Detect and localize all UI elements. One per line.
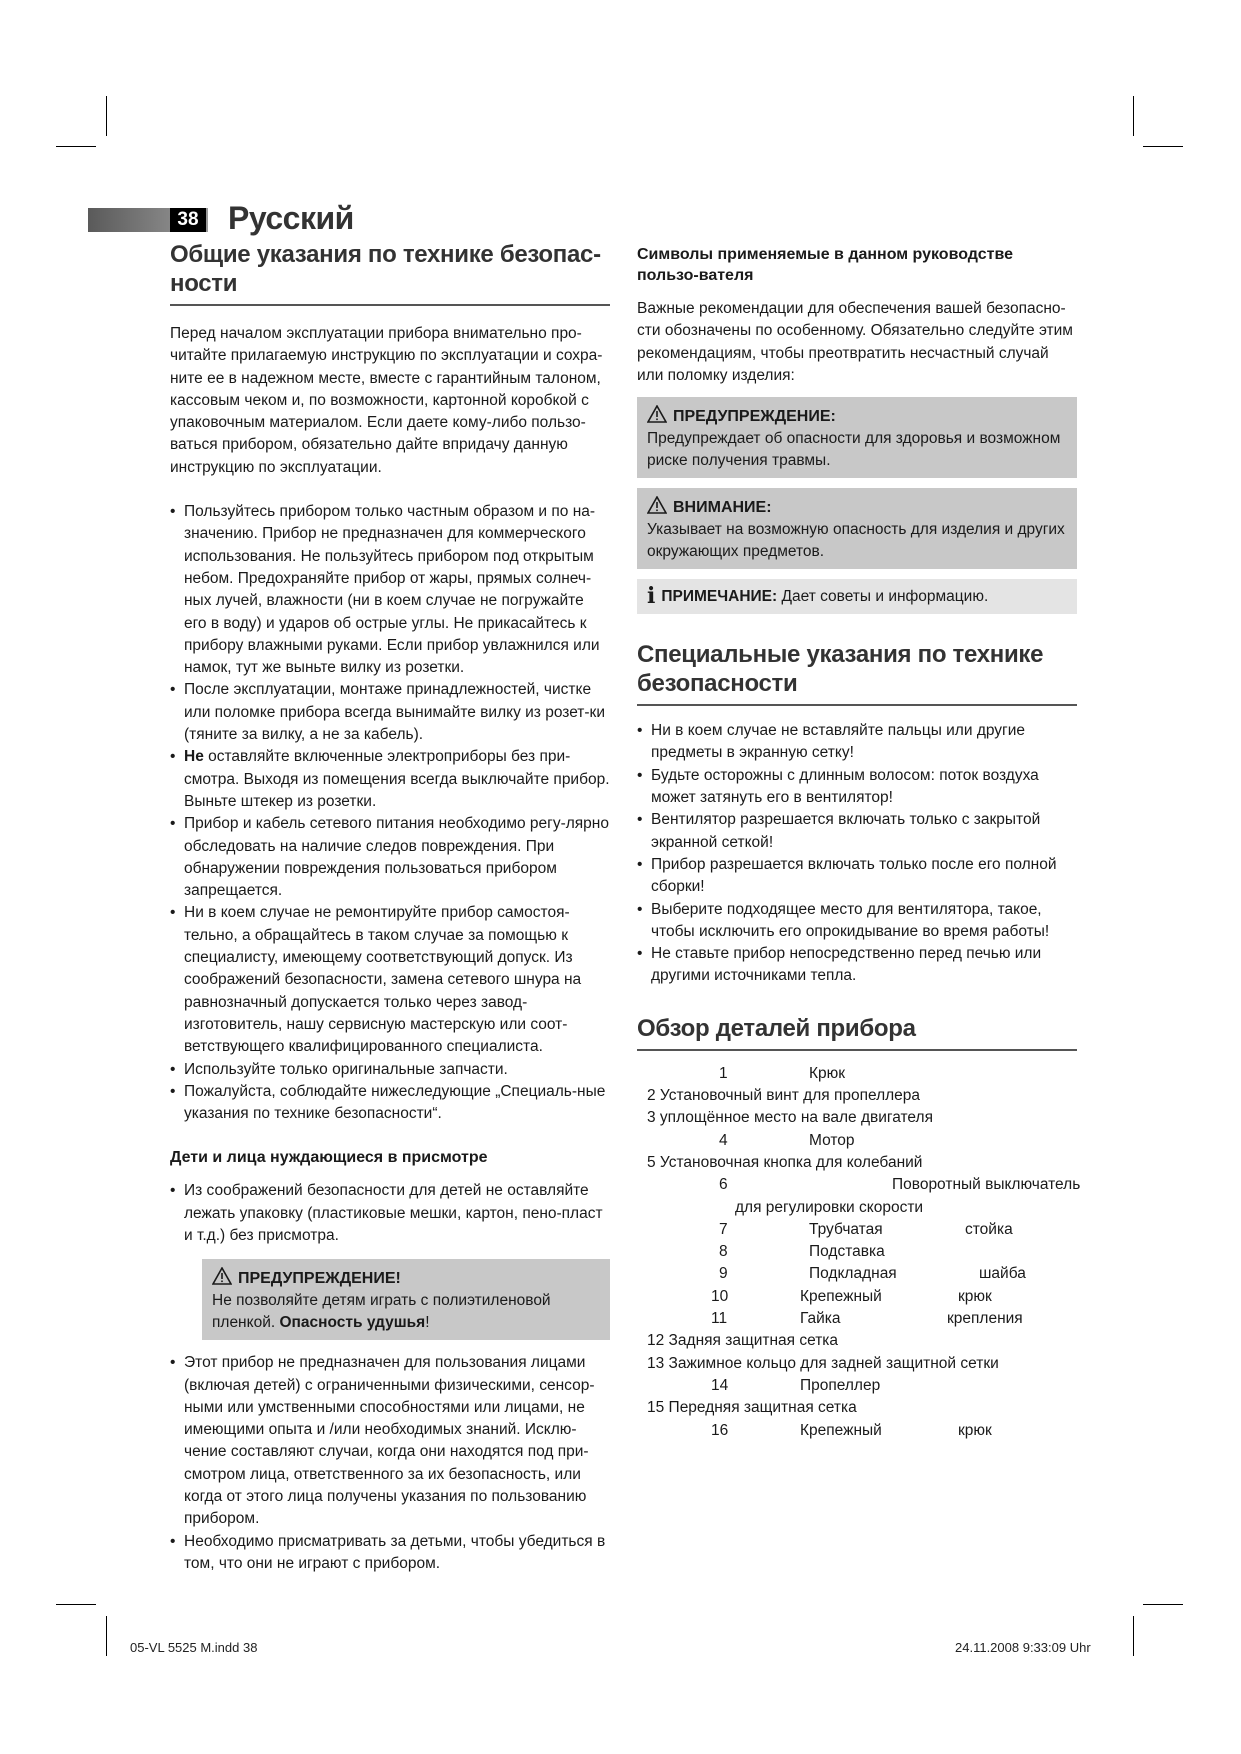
caution-title: ВНИМАНИЕ:	[673, 499, 772, 517]
list-item: • Прибор и кабель сетевого питания необходимо регу-лярно обследовать на наличие следов повреждения. При обнаружении повреждения пользоваться прибором запрещается.	[170, 813, 610, 902]
list-item: • Вентилятор разрешается включать только с закрытой экранной сеткой!	[637, 809, 1077, 854]
caution-box	[637, 488, 1077, 569]
warning-triangle-icon	[647, 405, 667, 423]
intro-paragraph: Перед началом эксплуатации прибора внимательно про-читайте прилагаемую инструкцию по эксплуатации и сохра-ните ее в надежном месте, вместе с гарантийным талоном, кассовым чеком и, по возможности, картонной коробкой с упаковочным материалом. Если даете кому-либо пользо-ваться прибором, обязательно дайте впридачу данную инструкцию по эксплуатации.	[170, 325, 603, 476]
part-row: 8 Подставка	[719, 1243, 885, 1261]
section-title-special-safety: Специальные указания по технике безопасности	[637, 640, 1077, 706]
part-row: 10 Крепежный крюк	[711, 1287, 992, 1305]
list-item-text: оставляйте включенные электроприборы без при-смотра. Выходя из помещения всегда выключайте прибор. Выньте штекер из розетки.	[184, 748, 610, 810]
warning-title: ПРЕДУПРЕЖДЕНИЕ:	[673, 408, 836, 426]
list-item: • После эксплуатации, монтаже принадлежностей, чистке или поломке прибора всегда вынимайте вилку из розет-ки (тяните за вилку, а не за кабель).	[170, 679, 610, 746]
note-box	[637, 579, 1077, 614]
info-icon: i	[647, 583, 656, 610]
list-item: • Пожалуйста, соблюдайте нижеследующие „Специаль-ные указания по технике безопасности“.	[170, 1081, 610, 1126]
part-row: 12 Задняя защитная сетка	[647, 1332, 839, 1350]
crop-mark	[1133, 96, 1134, 136]
symbols-intro: Важные рекомендации для обеспечения вашей безопасно-сти обозначены по особенному. Обязательно следуйте этим рекомендациям, чтобы преотвратить несчастный случай или поломку изделия:	[637, 300, 1073, 384]
general-safety-list	[170, 501, 610, 1125]
footer-timestamp: 24.11.2008 9:33:09 Uhr	[955, 1640, 1091, 1655]
page-number: 38	[170, 208, 206, 232]
warning-text: Не позволяйте детям играть с полиэтиленовой пленкой.	[212, 1292, 551, 1332]
children-list	[170, 1180, 610, 1247]
warning-end: !	[425, 1314, 430, 1332]
list-item: • Не ставьте прибор непосредственно перед печью или другими источниками тепла.	[637, 943, 1077, 988]
list-item: • Ни в коем случае не ремонтируйте прибор самостоя-тельно, а обращайтесь в таком случае за помощью к специалисту, имеющему соответствующий допуск. Из соображений безопасности, замена сетевого шнура на равнозначный допускается только через завод-изготовитель, нашу сервисную мастерскую или соот-ветствующего квалифицированного специалиста.	[170, 902, 610, 1058]
warning-triangle-icon	[212, 1267, 232, 1285]
list-item: • Ни в коем случае не вставляйте пальцы или другие предметы в экранную сетку!	[637, 720, 1077, 765]
right-column	[637, 244, 1081, 1442]
special-safety-list	[637, 720, 1077, 988]
part-row: 1 Крюк	[719, 1064, 846, 1082]
part-row: 16 Крепежный крюк	[711, 1421, 992, 1439]
part-row: 14 Пропеллер	[711, 1376, 881, 1394]
list-item: • Прибор разрешается включать только после его полной сборки!	[637, 854, 1077, 899]
crop-mark	[1143, 146, 1183, 147]
parts-list	[637, 1063, 1081, 1442]
list-item	[170, 746, 610, 813]
warning-text: Предупреждает об опасности для здоровья и возможном риске получения травмы.	[647, 430, 1061, 470]
part-row: 2 Установочный винт для пропеллера	[647, 1087, 921, 1105]
section-title-parts-overview: Обзор деталей прибора	[637, 1014, 1077, 1051]
footer-file-info: 05-VL 5525 M.indd 38	[130, 1640, 258, 1655]
children-list-2	[170, 1352, 610, 1575]
crop-mark	[1143, 1604, 1183, 1605]
warning-title: ПРЕДУПРЕЖДЕНИЕ!	[238, 1270, 401, 1288]
warning-box	[637, 397, 1077, 478]
warning-bold: Опасность удушья	[279, 1314, 426, 1332]
symbols-heading: Символы применяемые в данном руководстве пользо-вателя	[637, 246, 1013, 284]
part-row: 3 уплощённое место на вале двигателя	[647, 1109, 933, 1127]
list-item: • Будьте осторожны с длинным волосом: поток воздуха может затянуть его в вентилятор!	[637, 765, 1077, 810]
crop-mark	[106, 1616, 107, 1656]
part-row: 11 Гайка крепления	[711, 1310, 1023, 1328]
list-item: • Пользуйтесь прибором только частным образом и по на-значению. Прибор не предназначен для коммерческого использования. Не пользуйтесь прибором под открытым небом. Предохраняйте прибор от жары, прямых солнеч-ных лучей, влажности (ни в коем случае не погружайте его в воду) и ударов об острые углы. Не прикасайтесь к прибору влажными руками. Если прибор увлажнился или намок, тут же выньте вилку из розетки.	[170, 501, 610, 679]
left-column	[170, 240, 610, 1575]
crop-mark	[56, 146, 96, 147]
warning-box-children	[202, 1259, 610, 1340]
crop-mark	[56, 1604, 96, 1605]
list-item: • Используйте только оригинальные запчасти.	[170, 1059, 610, 1081]
crop-mark	[1133, 1616, 1134, 1656]
part-row: 5 Установочная кнопка для колебаний	[647, 1153, 923, 1171]
list-item: • Выберите подходящее место для вентилятора, такое, чтобы исключить его опрокидывание во время работы!	[637, 899, 1077, 944]
part-row: 4 Мотор	[719, 1131, 855, 1149]
list-item: • Из соображений безопасности для детей не оставляйте лежать упаковку (пластиковые мешки, картон, пено-пласт и т.д.) без присмотра.	[170, 1180, 610, 1247]
part-row: 15 Передняя защитная сетка	[647, 1399, 857, 1417]
part-row: для регулировки скорости	[735, 1198, 924, 1216]
bold-word: Не	[184, 748, 204, 766]
list-item: • Этот прибор не предназначен для пользования лицами (включая детей) с ограниченными физическими, сенсор-ными или умственными способностями или лицами, не имеющими опыта и /или необходимых знаний. Исклю-чение составляют случаи, когда они находятся под при-смотром лица, ответственного за их безопасность, или когда от этого лица получены указания по пользованию прибором.	[170, 1352, 610, 1530]
part-row: 6 Поворотный выключатель	[719, 1176, 1081, 1194]
part-row: 7 Трубчатая стойка	[719, 1220, 1013, 1238]
children-heading: Дети и лица нуждающиеся в присмотре	[170, 1149, 488, 1167]
list-item: • Необходимо присматривать за детьми, чтобы убедиться в том, что они не играют с прибором.	[170, 1531, 610, 1576]
language-title: Русский	[228, 200, 354, 236]
caution-triangle-icon	[647, 496, 667, 514]
part-row: 13 Зажимное кольцо для задней защитной сетки	[647, 1354, 999, 1372]
caution-text: Указывает на возможную опасность для изделия и других окружающих предметов.	[647, 521, 1065, 561]
note-text: Дает советы и информацию.	[781, 588, 989, 606]
section-title-general-safety: Общие указания по технике безопас-ности	[170, 240, 610, 306]
part-row: 9 Подкладная шайба	[719, 1265, 1026, 1283]
crop-mark	[106, 96, 107, 136]
note-title: ПРИМЕЧАНИЕ:	[661, 588, 778, 606]
